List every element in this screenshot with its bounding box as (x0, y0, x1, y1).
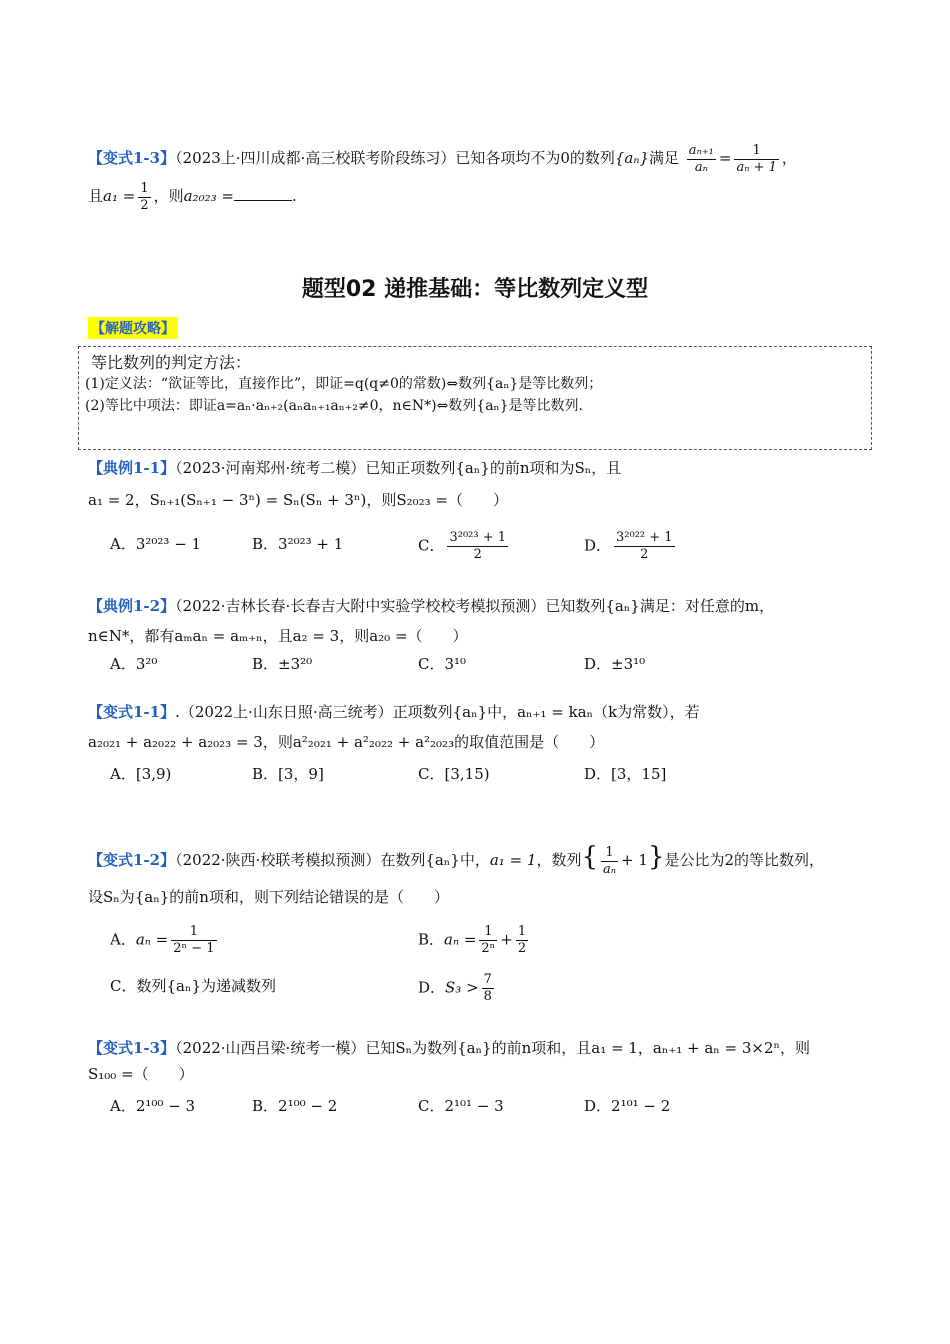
fraction-numerator: 1 (140, 180, 149, 196)
option-d[interactable] (584, 530, 678, 563)
option-fraction (482, 972, 494, 1005)
option-d[interactable] (584, 1092, 670, 1120)
option-lhs: aₙ = (135, 930, 169, 949)
option-c[interactable] (418, 530, 511, 563)
question-text: （2022·吉林长春·长春吉大附中实验学校校考模拟预测）已知数列{aₙ}满足：对任意的m， (175, 597, 775, 615)
question-variant-1-3-b (88, 1036, 858, 1086)
option-value: ±3²⁰ (278, 655, 313, 673)
fraction-denominator: 8 (483, 989, 492, 1004)
answer-blank[interactable] (234, 186, 292, 201)
rhs-fraction (734, 143, 778, 176)
question-text-2: S₁₀₀ =（ ） (88, 1065, 194, 1083)
options-variant-1-2-row2 (110, 972, 810, 1002)
strategy-box (78, 346, 872, 450)
option-lhs: aₙ = (444, 930, 477, 949)
option-value: [3,9) (135, 765, 172, 783)
option-label: D． (418, 978, 446, 997)
initial-term: a₁ = 1 (489, 851, 537, 869)
option-label: D． (584, 536, 612, 555)
fraction-numerator: 3²⁰²³ + 1 (449, 530, 507, 545)
option-d[interactable] (584, 760, 666, 788)
option-label: A． (110, 765, 136, 783)
section-title: 题型02 递推基础：等比数列定义型 (301, 277, 649, 302)
question-example-1-1 (88, 456, 858, 512)
option-label: C． (110, 977, 137, 995)
strategy-tag: 【解题攻略】 (88, 317, 178, 339)
fraction-numerator: 1 (171, 924, 216, 941)
fraction-denominator: 2 (140, 197, 149, 213)
option-label: B． (252, 1097, 279, 1115)
question-tag: 【变式1-3】 (88, 149, 176, 167)
fraction-denominator: 2 (473, 547, 482, 562)
question-variant-1-2: 【变式1-2】（2022·陕西·校联考模拟预测）在数列{aₙ}中，a₁ = 1，数列{ $\frac{1}{\text{aₙ}}$ + 1}是公比为2的等比数列， 设Sₙ为{aₙ}的前n项和，则下列结论错误的是（ ） (88, 832, 858, 909)
fraction-denominator: aₙ (694, 159, 708, 175)
question-text: （2023上·四川成都·高三校联考阶段练习）已知各项均不为0的数列 (175, 149, 615, 167)
question-text-2: a₁ = 2，Sₙ₊₁(Sₙ₊₁ − 3ⁿ) = Sₙ(Sₙ + 3ⁿ)，则S₂₀₂₃ =（ ） (88, 491, 508, 509)
option-c[interactable] (418, 650, 466, 678)
brace-plus: + 1 (621, 851, 648, 869)
fraction-numerator: 1 (479, 924, 497, 941)
option-b[interactable] (252, 530, 343, 558)
option-b[interactable] (418, 924, 531, 957)
option-fraction (171, 924, 216, 957)
question-text-2: a₂₀₂₁ + a₂₀₂₂ + a₂₀₂₃ = 3，则a²₂₀₂₁ + a²₂₀₂₂ + a²₂₀₂₃的取值范围是（ ） (88, 733, 605, 751)
ratio-fraction (687, 143, 716, 176)
option-value: 数列{aₙ}为递减数列 (136, 977, 277, 995)
option-a[interactable] (110, 760, 171, 788)
fraction-denominator: 2ⁿ (481, 941, 496, 956)
option-label: A． (110, 930, 136, 949)
question-tag: 【变式1-3】 (88, 1039, 176, 1057)
option-fraction-2 (516, 924, 528, 957)
question-text-2: 满足 (648, 149, 679, 167)
question-text: （2022·陕西·校联考模拟预测）在数列{aₙ}中， (175, 851, 490, 869)
options-variant-1-1 (110, 760, 810, 790)
option-fraction (614, 530, 675, 563)
option-value: 3²⁰ (135, 655, 158, 673)
question-tag: 【变式1-2】 (88, 851, 176, 869)
option-b[interactable] (252, 650, 312, 678)
option-label: A． (110, 1097, 136, 1115)
option-value: 2¹⁰⁰ − 2 (278, 1097, 338, 1115)
option-label: D． (584, 1097, 612, 1115)
option-a[interactable] (110, 1092, 195, 1120)
question-text: （2022·山西吕梁·统考一模）已知Sₙ为数列{aₙ}的前n项和，且a₁ = 1，aₙ₊₁ + aₙ = 3×2ⁿ，则 (175, 1039, 811, 1057)
fraction-denominator: 2 (517, 941, 527, 956)
question-tag: 【典例1-1】 (88, 459, 176, 477)
question-variant-1-1 (88, 700, 858, 754)
question-tag: 【典例1-2】 (88, 597, 176, 615)
option-label: B． (252, 765, 279, 783)
option-b[interactable] (252, 760, 324, 788)
option-label: C． (418, 1097, 445, 1115)
fraction-numerator: 1 (601, 845, 618, 862)
initial-term: a₁ = (103, 187, 136, 205)
brace-fraction (601, 845, 618, 878)
option-label: A． (110, 535, 136, 553)
plus-sign: + (500, 930, 513, 949)
option-label: D． (584, 765, 612, 783)
sequence-symbol: {aₙ} (614, 149, 649, 167)
option-value: 2¹⁰¹ − 3 (444, 1097, 504, 1115)
question-text-2: n∈N*，都有aₘaₙ = aₘ₊ₙ，且a₂ = 3，则a₂₀ =（ ） (88, 627, 468, 645)
option-lhs: S₃ > (445, 978, 479, 997)
question-text-3: 且 (88, 187, 104, 205)
half-fraction (138, 181, 150, 214)
option-value: [3,15) (444, 765, 490, 783)
option-b[interactable] (252, 1092, 337, 1120)
option-value: 2¹⁰¹ − 2 (611, 1097, 671, 1115)
question-text-4: ，则 (153, 187, 184, 205)
option-value: ±3¹⁰ (611, 655, 646, 673)
question-text-2: ，数列 (536, 851, 582, 869)
option-value: 3²⁰²³ + 1 (278, 535, 344, 553)
fraction-numerator: 7 (483, 972, 492, 987)
fraction-denominator: aₙ (603, 861, 617, 877)
option-a[interactable] (110, 924, 220, 957)
option-a[interactable] (110, 650, 157, 678)
fraction-numerator: aₙ₊₁ (688, 142, 714, 158)
target-term: a₂₀₂₃ = (183, 187, 234, 205)
fraction-denominator: aₙ + 1 (736, 159, 777, 175)
options-example-1-1 (110, 530, 810, 560)
option-c[interactable] (418, 1092, 504, 1120)
option-fraction (447, 530, 508, 563)
option-value: 3²⁰²³ − 1 (135, 535, 202, 553)
option-fraction-1 (479, 924, 497, 957)
fraction-numerator: 1 (734, 143, 778, 160)
option-label: B． (418, 930, 445, 949)
question-text-4: 设Sₙ为{aₙ}的前n项和，则下列结论错误的是（ ） (88, 888, 449, 906)
option-label: C． (418, 765, 445, 783)
option-value: [3，15] (611, 765, 667, 783)
options-variant-1-3 (110, 1092, 810, 1122)
option-value: 2¹⁰⁰ − 3 (135, 1097, 196, 1115)
option-value: 3¹⁰ (444, 655, 467, 673)
option-label: D． (584, 655, 612, 673)
strategy-box-title: 等比数列的判定方法： (91, 353, 252, 372)
option-label: B． (252, 655, 279, 673)
question-text: .（2022上·山东日照·高三统考）正项数列{aₙ}中，aₙ₊₁ = kaₙ（k为常数），若 (175, 703, 700, 721)
fraction-numerator: 1 (517, 924, 527, 939)
option-d[interactable] (584, 650, 645, 678)
option-label: C． (418, 655, 445, 673)
option-label: B． (252, 535, 279, 553)
option-d[interactable] (418, 972, 497, 1005)
question-text-3: 是公比为2的等比数列， (664, 851, 825, 869)
option-label: C． (418, 536, 445, 555)
option-label: A． (110, 655, 136, 673)
question-tag: 【变式1-1】 (88, 703, 176, 721)
fraction-numerator: 3²⁰²² + 1 (616, 530, 673, 545)
fraction-denominator: 2 (640, 547, 649, 562)
option-c[interactable] (110, 972, 276, 1000)
options-example-1-2 (110, 650, 810, 680)
question-example-1-2 (88, 594, 858, 648)
options-variant-1-2-row1 (110, 924, 810, 954)
period: . (291, 187, 297, 205)
strategy-line-1: (1)定义法：“欲证等比，直接作比”，即证=q(q≠0的常数)⇔数列{aₙ}是等比数列； (85, 376, 603, 392)
option-a[interactable] (110, 530, 201, 558)
question-variant-1-3-a: 【变式1-3】（2023上·四川成都·高三校联考阶段练习）已知各项均不为0的数列{aₙ}满足 $\frac{\text{aₙ₊₁}}{\text{aₙ}}$ = $\frac{1}{\text{aₙ + 1}}$ ， 且a₁ = $\frac{1}{2}$ ，则a₂₀₂₃ = . (88, 142, 797, 213)
question-text: （2023·河南郑州·统考二模）已知正项数列{aₙ}的前n项和为Sₙ，且 (175, 459, 622, 477)
option-c[interactable] (418, 760, 490, 788)
option-value: [3，9] (278, 765, 324, 783)
strategy-line-2: (2)等比中项法：即证a=aₙ·aₙ₊₂(aₙaₙ₊₁aₙ₊₂≠0，n∈N*)⇔数列{aₙ}是等比数列. (85, 398, 583, 414)
fraction-denominator: 2ⁿ − 1 (173, 941, 215, 956)
